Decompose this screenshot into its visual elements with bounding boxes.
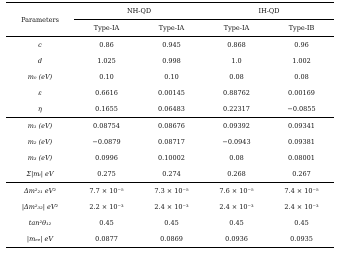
table-cell: 0.08 <box>294 73 309 81</box>
table-row <box>6 85 334 101</box>
table-cell: 0.267 <box>292 170 311 178</box>
group-header-nh-qd: NH-QD <box>74 3 204 20</box>
table-cell: 0.274 <box>162 170 181 178</box>
table-cell: 0.45 <box>164 219 179 227</box>
table-cell: 7.6 × 10⁻⁵ <box>219 187 254 195</box>
row-label: ε <box>38 89 42 97</box>
table-cell: 0.868 <box>227 41 246 49</box>
table-row <box>6 101 334 118</box>
table-cell: 0.08 <box>229 154 244 162</box>
table-row <box>6 166 334 183</box>
table-row <box>6 53 334 69</box>
table-cell: 0.22317 <box>223 105 250 113</box>
row-label: c <box>38 41 42 49</box>
table-row <box>6 231 334 248</box>
table-row <box>6 118 334 135</box>
table-cell: 2.4 × 10⁻³ <box>219 203 254 211</box>
table-cell: 0.00169 <box>288 89 315 97</box>
table-cell: 0.86 <box>99 41 114 49</box>
table-row <box>6 183 334 200</box>
table-cell: 0.09381 <box>288 138 315 146</box>
table-cell: 0.10 <box>99 73 114 81</box>
table-cell: 0.6616 <box>95 89 118 97</box>
table-cell: 0.09392 <box>223 122 250 130</box>
table-cell: 0.0936 <box>204 231 269 248</box>
table-row <box>6 215 334 231</box>
table-cell: 0.0869 <box>139 231 204 248</box>
column-header: Type-IB <box>288 24 315 32</box>
table-cell: 0.06483 <box>158 105 185 113</box>
table-cell: 1.0 <box>231 57 242 65</box>
row-label: m₂ (eV) <box>27 138 53 146</box>
table-cell: 0.08001 <box>288 154 315 162</box>
table-cell: 0.45 <box>294 219 309 227</box>
table-row <box>6 199 334 215</box>
column-header: Type-IA <box>93 24 120 32</box>
table-cell: 0.88762 <box>223 89 250 97</box>
parameters-header: Parameters <box>21 15 59 24</box>
table-cell: 0.1655 <box>95 105 118 113</box>
table-cell: 0.96 <box>294 41 309 49</box>
table-cell: 2.4 × 10⁻³ <box>284 203 319 211</box>
table-cell: 0.45 <box>229 219 244 227</box>
table-cell: 0.45 <box>99 219 114 227</box>
table-cell: 2.2 × 10⁻³ <box>89 203 124 211</box>
table-cell: 0.275 <box>97 170 116 178</box>
parameters-table <box>6 2 334 248</box>
row-label: tan²θ₁₂ <box>28 219 52 227</box>
table-cell: 0.10 <box>164 73 179 81</box>
table-cell: 1.002 <box>292 57 311 65</box>
row-label: m₁ (eV) <box>27 122 53 130</box>
row-label: m₃ (eV) <box>27 154 53 162</box>
row-label: |Δm²₃₂| eV² <box>21 203 59 211</box>
table-cell: 0.0935 <box>269 231 334 248</box>
table-cell: 0.08 <box>229 73 244 81</box>
table-cell: 0.09341 <box>288 122 315 130</box>
table-row <box>6 134 334 150</box>
table-cell: 0.998 <box>162 57 181 65</box>
row-label: η <box>38 105 42 113</box>
table-row <box>6 150 334 166</box>
table-cell: 0.00145 <box>158 89 185 97</box>
row-label: Δm²₂₁ eV² <box>24 187 56 195</box>
group-header-ih-qd: IH-QD <box>204 3 334 20</box>
table-cell: 7.7 × 10⁻⁵ <box>89 187 124 195</box>
table-cell: 7.4 × 10⁻⁵ <box>284 187 319 195</box>
table-cell: 7.3 × 10⁻⁵ <box>154 187 189 195</box>
table-cell: 0.268 <box>227 170 246 178</box>
table-cell: 0.08717 <box>158 138 185 146</box>
table-cell: 2.4 × 10⁻³ <box>154 203 189 211</box>
table-cell: 0.08676 <box>158 122 185 130</box>
table-cell: 0.10002 <box>158 154 185 162</box>
table-row <box>6 37 334 54</box>
table-header-row <box>6 3 334 20</box>
table-cell: 0.0877 <box>74 231 139 248</box>
table-cell: 1.025 <box>97 57 116 65</box>
table-cell: 0.08754 <box>93 122 120 130</box>
table-cell: −0.0855 <box>287 105 316 113</box>
table-row <box>6 69 334 85</box>
row-label: d <box>37 57 43 65</box>
table-cell: 0.0996 <box>95 154 118 162</box>
column-header: Type-IA <box>223 24 250 32</box>
column-header: Type-IA <box>158 24 185 32</box>
row-label: |mₑₑ| eV <box>6 231 74 248</box>
row-label: Σ|mᵢ| eV <box>26 170 54 178</box>
table-cell: 0.945 <box>162 41 181 49</box>
table-cell: −0.0879 <box>92 138 121 146</box>
row-label: m₀ (eV) <box>27 73 53 81</box>
table-cell: −0.0943 <box>222 138 251 146</box>
